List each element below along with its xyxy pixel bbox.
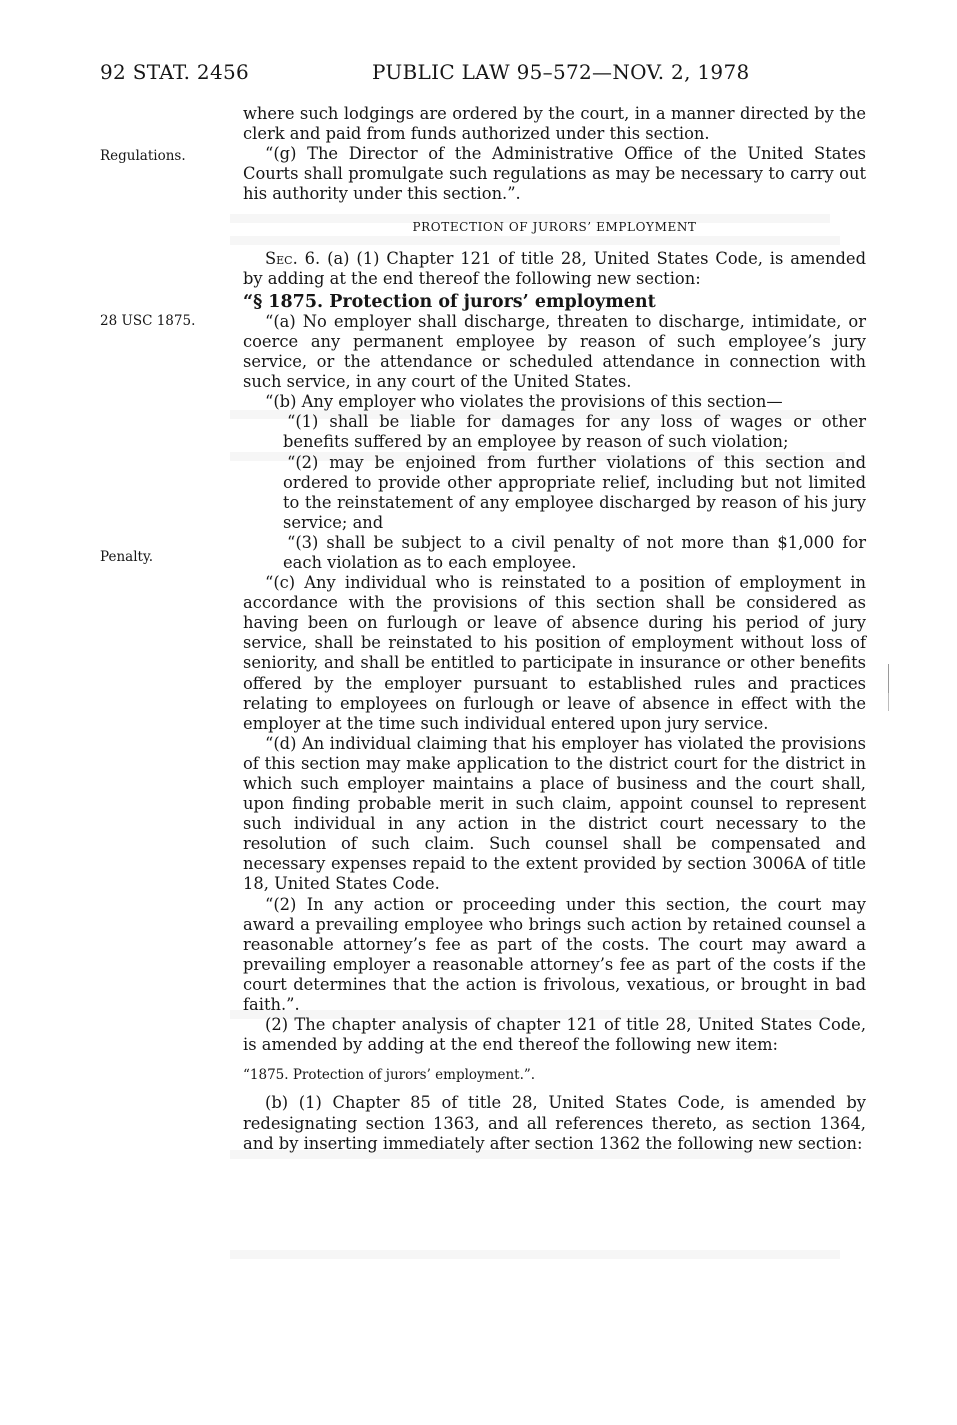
analysis-item: “1875. Protection of jurors’ employment.”.	[243, 1067, 536, 1084]
clause-b1: “(1) shall be liable for damages for any loss of wages or other benefits suffered by an employee by reason of such violation;	[283, 412, 866, 452]
subsection-d: “(d) An individual claiming that his employer has violated the provisions of this section may make application to the district court for the district in which such employer maintains a place of business and the court shall, upon finding probable merit in such claim, appoint counsel to represent such individual in any action in the district court necessary to the resolution of such claim. Such counsel shall be compensated and necessary expenses repaid to the extent provided by section 3006A of title 18, United States Code.	[243, 733, 866, 894]
page-number: 92 STAT. 2456	[100, 60, 250, 84]
subsection-b: “(b) Any employer who violates the provisions of this section—	[265, 392, 783, 412]
section-label: Sec. 6.	[265, 248, 321, 268]
paragraph-sec6	[243, 249, 866, 289]
paragraph-lodgings: where such lodgings are ordered by the court, in a manner directed by the clerk and paid from funds authorized under this section.	[243, 104, 866, 144]
subsection-a: “(a) No employer shall discharge, threaten to discharge, intimidate, or coerce any permanent employee by reason of such employee’s jury service, or the attendance or scheduled attendance in connection with such service, in any court of the United States.	[243, 311, 866, 392]
subsection-d2: “(2) In any action or proceeding under this section, the court may award a prevailing employee who brings such action by retained counsel a reasonable attorney’s fee as part of the costs. The court may award a prevailing employer a reasonable attorney’s fee as part of the costs if the court determines that the action is frivolous, vexatious, or brought in bad faith.”.	[243, 894, 866, 1015]
margin-note-usc: 28 USC 1875.	[100, 313, 196, 329]
margin-note-regulations: Regulations.	[100, 148, 186, 164]
clause-b3: “(3) shall be subject to a civil penalty of not more than $1,000 for each violation as to each employee.	[283, 532, 866, 572]
clause-b2: “(2) may be enjoined from further violations of this section and ordered to provide other appropriate relief, including but not limited to the reinstatement of any employee discharged by reason of his jury service; and	[283, 452, 866, 532]
paragraph-a2: (2) The chapter analysis of chapter 121 of title 28, United States Code, is amended by adding at the end thereof the following new item:	[243, 1015, 866, 1055]
new-section-title: “§ 1875. Protection of jurors’ employment	[243, 291, 656, 312]
margin-mark-2	[888, 693, 889, 711]
margin-note-penalty: Penalty.	[100, 549, 154, 565]
paragraph-g: “(g) The Director of the Administrative Office of the United States Courts shall promulgate such regulations as may be necessary to carry out his authority under this section.”.	[243, 144, 866, 204]
subsection-b-chapter85: (b) (1) Chapter 85 of title 28, United States Code, is amended by redesignating section 1363, and all references thereto, as section 1364, and by inserting immediately after section 1362 the following new section:	[243, 1093, 866, 1153]
subsection-c: “(c) Any individual who is reinstated to a position of employment in accordance with the provisions of this section shall be considered as having been on furlough or leave of absence during his period of jury service, shall be reinstated to his position of employment without loss of seniority, and shall be entitled to participate in insurance or other benefits offered by the employer pursuant to established rules and practices relating to employees on furlough or leave of absence in effect with the employer at the time such individual entered upon jury service.	[243, 573, 866, 733]
section-heading: PROTECTION OF JURORS’ EMPLOYMENT	[412, 220, 697, 235]
body-column	[243, 104, 866, 1154]
section-text: (a) (1) Chapter 121 of title 28, United States Code, is amended by adding at the end thereof the following new section:	[243, 248, 866, 288]
running-head: PUBLIC LAW 95–572—NOV. 2, 1978	[372, 60, 750, 84]
